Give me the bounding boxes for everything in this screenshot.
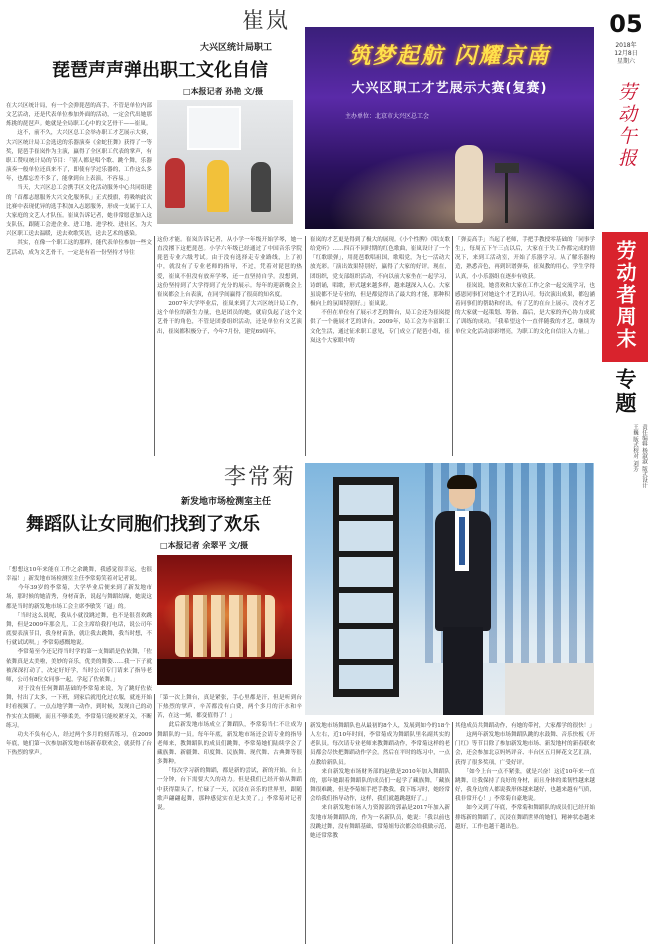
story2-column-2: 「第一次上舞台，真是紧张，手心里都是汗，但是听到台下热烈的掌声，辛苦都没有白费，两个多月的汗水和辛苦，在这一刻，都变值得了！」 此后新发地市场成立了舞蹈队，李常菊当仁不让成为舞蹈队的一员。每年年底，新发地市场还会请专业的指导老师来，教舞蹈队的成员们跳舞，李常菊她们陆续学会了藏族舞、新疆舞、印度舞、民族舞、现代舞、古典舞等很多舞种。 「每次学习新的舞蹈，都是新的尝试，新的开始。台上一分钟，台下需要大久的功力。但是我们已经开始从舞蹈中获得甜头了，忙碌了一天，沉浸在音乐的世界里，跟随歌声翩翩起舞，那种感觉实在是太美了。」李常菊对记者说。 bbox=[157, 695, 302, 811]
trousers bbox=[443, 627, 483, 715]
player-3 bbox=[251, 162, 271, 212]
column-rule bbox=[154, 694, 155, 944]
tie bbox=[459, 517, 465, 565]
story1-column-4: 「弹妾高手」当起了老师，手把手教授零基础的「同事学生」，每周五下午三点以后，大家在于失工作都完成的情况下，来到工活动室，开始了乐器学习。从了解乐器构造，熟悉音色，再到识谱弹奏，崔岚教的用心，学生学得认真，小小乐器组在逐步有收获。 崔岚说，她喜欢和大家在工作之余一起交流学习，也感恩同事们对她这个才艺的认可。每次演出成果，都包涵着同事们的帮助和付出，有了艺的在台上展示，没有才艺的大家就一起策划、筹备、幕后，是大家的齐心协力成就了训练的成功。「我希望这个一直伴随我的才艺，继续为单位文化活动添彩增亮，为职工的文化自信注入力量。」 bbox=[455, 237, 595, 335]
section-title: 劳动者周末 bbox=[613, 240, 637, 350]
lab-bench bbox=[505, 663, 594, 715]
music-stand-top bbox=[495, 163, 519, 173]
shelf-glass bbox=[339, 485, 393, 689]
byline-box: □ bbox=[160, 541, 168, 550]
page-number: 05 bbox=[609, 10, 643, 38]
lab-portrait-photo bbox=[305, 463, 594, 715]
music-stand bbox=[505, 167, 508, 223]
stage-lights bbox=[305, 137, 594, 229]
player-2 bbox=[207, 160, 229, 212]
banner-host: 主办单位：北京市大兴区总工会 bbox=[345, 113, 430, 120]
person-role: 新发地市场检测室主任 bbox=[181, 497, 272, 507]
editor-credits: 责任编辑 杨淑淑 版式设计 王巍 版式校对 刘芳 bbox=[632, 424, 647, 488]
section-type: 专题 bbox=[613, 368, 637, 416]
window-frame bbox=[187, 106, 241, 150]
article-headline: 舞蹈队让女同胞们找到了欢乐 bbox=[26, 514, 260, 535]
column-rule bbox=[154, 236, 155, 456]
issue-date: 2018年 bbox=[615, 42, 637, 49]
rehearsal-photo bbox=[157, 100, 293, 224]
player-1 bbox=[165, 158, 185, 208]
person-role: 大兴区统计局职工 bbox=[200, 43, 273, 53]
dancer-row bbox=[175, 595, 275, 657]
story1-column-3: 崔岚的才艺更是得到了极大的展现。《小个性脾》《唱支歌给党听》……四百不同时期的红色歌曲，崔岚设计了一个「红歌联弹」，用琵琶歌唱祖国，歌唱党，为七一活动大放光彩。「演出效果特别好，赢得了大家的好评。现在，团组织，党支部组织活动，不向以前大家坐在一起学习，诗朗诵，唱歌，形式越来越多样，越来越深入人心。大家虽说都不是专业的，但是都觉得出了最大的才能，那种积极向上的氛围特别好。」崔岚说。 不但在单位有了展示才艺的舞台，局工会还为崔岚提供了一个施展才艺的讲台。2009年，局工会为丰富职工文化生活，通过征求职工意见，专门成立了琵琶小组，崔岚这个大家眼中的 bbox=[310, 237, 450, 344]
person-figure bbox=[433, 477, 493, 715]
story2-column-3: 新发地市场舞蹈队也从最初的8个人，发展到如今的18个人左右，近10年时间，李常菊成为舞蹈队里名副其实的老队员。每次请专业老师来教舞蹈动作，李常菊这样的老员都会尽快把舞蹈动作学会。然后在平时的练习中，一点点教给新队员。 来自新发地市场财务部的赵敏是2010年加入舞蹈队的，那年她跟着舞蹈队的成员们一起学了藏族舞，「藏族舞很难跳，但是李菊姐手把手教我，我下练习时，她经常会给我们指导动作，这样，我们就越跳越好了。」 来自新发地市场人力资源部的郭晶是2017年加入新发地市场舞蹈队的，作为一名新队员，她说：「我以前也没跳过舞，没有舞蹈基础，常菊姐每次都会给我做示范，她还常常教 bbox=[310, 723, 450, 839]
story2-column-4: 其他成员共舞蹈动作，有她的带衬，大家都学的很快！」 这两年新发地市场舞蹈队跳的水鼓舞、音乐快板《开门红》等节目除了参加新发地市场、新发地村的新春联欢会，还会参加北京妈妈评音、丰台区五月鲜花文艺汇演，获得了很多奖项，广受好评。 「如今上台一点不紧张，就是兴奋！这近10年来一直跳舞，让我保持了良好的身材，而且身体的柔韧性越来越好，我身边的人都说我形体越来越好，也越来越有气质，我非常开心！」李常菊自豪地说。 如今又到了年底，李常菊和舞蹈队的成员们已经开始排练新的舞蹈了，沉浸在舞蹈世界的她们，精神状态越来越好，工作也越干越出色。 bbox=[455, 723, 595, 830]
column-rule bbox=[305, 236, 306, 456]
hair bbox=[447, 475, 477, 489]
byline-box: □ bbox=[183, 87, 191, 96]
banner-subtitle: 大兴区职工才艺展示大赛(复赛) bbox=[351, 81, 548, 96]
column-rule bbox=[305, 722, 306, 944]
shelf-unit bbox=[333, 477, 399, 697]
story2-column-1: 「想想这10年来能在工作之余跳舞，我感觉很幸运，也很幸福！」新发地市场检测室主任李常菊笑着对记者说。 今年39岁的李常菊，大学毕业后便来到了新发地市场，那时候的她清秀，身材苗条，说起与舞蹈结缘，她说这都是当时的新发地市场工会主席李敏笑「逼」的。 「当时这么说呢，我从小就没跳过舞，也不是很喜欢跳舞，但是2009年那会儿，工会主席给我打电话，说公司年底要表演节目，我身材苗条，就让我去跳舞，我当时想，不行就试试呗。」李常菊感慨地说。 李常菊至今还记得当时学的第一支舞蹈是佐依舞，「佐依舞真是太美啦，美妙的音乐，优美的舞姿……我一下子就被深深打动了，决定好好学，当时公司专门请来了指导老师，公司有8位女同事一起，学起了佐依舞。」 对于没有任何舞蹈基础的李常菊来说，为了跳好佐依舞，付出了太多，一下班，到家后就甩化过衣服，就连开始时看视频了。一点点地学舞一动作，到时候，发现自己的动作实在太僵硬，而且不够柔美，李常菊只能咬紧牙关，不断练习。 功夫不负有心人，经过两个多月的刻苦练习，在2009年底，她们第一次参加新发地市场新春联欢会，就获得了台下热烈的掌声。 bbox=[6, 567, 152, 757]
stage-photo bbox=[305, 27, 594, 229]
article-headline: 琵琶声声弹出职工文化自信 bbox=[52, 60, 268, 81]
story1-column-1: 在大兴区统计局，有一个会弹琵琶的高手，不管是单位内部文艺活动，还是代表单位参加外面的活动，一定会代出她那炼挑的琵琶声。她就是全局职工心中的文艺骨干——崔岚。 这不，前不久，大兴区总工会举办职工才艺展示大赛，大兴区统计局工会选送的乐器演奏《金蛇狂舞》获得了一等奖，琵琶手崔岚作为主演，赢得了全区职工代表的掌声，有职工赞叹统计局的节目：「别人都是唱个歌、跳个舞，乐器演奏一般单位还真来不了，即使有学过乐器的，工作这么多年，也都忘差不多了，能拿到台上表演，不容易。」 当天，大兴区总工会携手区文化活动服务中心共同组建的「首都志愿服务大兴文化服务队」正式授旗，将吸纳此次比赛中表现优异的选手积加入志愿服务，形成一支属于工人大家庭的文艺人才队伍。崔岚告诉记者，她非常愿意加入这支队伍，跟随工会进企业、进工地、进学校、进社区，为大兴区职工送去温暖，送去欢歌笑语，送去艺术的感染。 其实，在像一个职工这的那样，能代表单位参加一些文艺活动，成为文艺骨干，一定是有着一份坚持才导往 bbox=[6, 103, 152, 256]
issue-weekday: 星期六 bbox=[616, 58, 635, 65]
person-name: 崔岚 bbox=[242, 9, 291, 34]
column-rule bbox=[452, 236, 453, 456]
article-byline: □本报记者 余翠平 文/摄 bbox=[160, 541, 249, 550]
performer-figure bbox=[455, 145, 483, 223]
stage-floor bbox=[157, 659, 292, 685]
masthead-logo: 劳动午报 bbox=[615, 82, 637, 170]
dance-photo bbox=[157, 555, 292, 685]
banner-title: 筑梦起航 闪耀京南 bbox=[348, 43, 551, 69]
person-name: 李常菊 bbox=[224, 465, 297, 490]
issue-date-day: 12月8日 bbox=[614, 50, 638, 57]
story1-column-2: 这份才能。崔岚告诉记者，从小学一年级开始学琴，她一直没撂下这把琵琶。小学六年级已经通过了中国音乐学院琵琶专业六级考试。由于没有选择走专业路线，上了初中，就没有了专业老师的指导，不过，凭着对琵琶的热爱，崔岚不但没有放弃学琴，还一直坚持自学。没想到，这份坚持到了大学得到了充分的展示。每年的迎新晚会上崔岚都会上台表演，在同学间赢得了很高的知名度。 2007年大学毕业后，崔岚来到了大兴区统计局工作，这个单位的新生力量，也是团员的她，就肩负起了这个文艺骨干的角色，不管是团委组织活动，还是单位有文艺演出，崔岚都积极分子，今年7月份，建党69周年， bbox=[157, 237, 302, 335]
article-byline: □本报记者 孙艳 文/摄 bbox=[183, 87, 264, 96]
column-rule bbox=[452, 722, 453, 944]
